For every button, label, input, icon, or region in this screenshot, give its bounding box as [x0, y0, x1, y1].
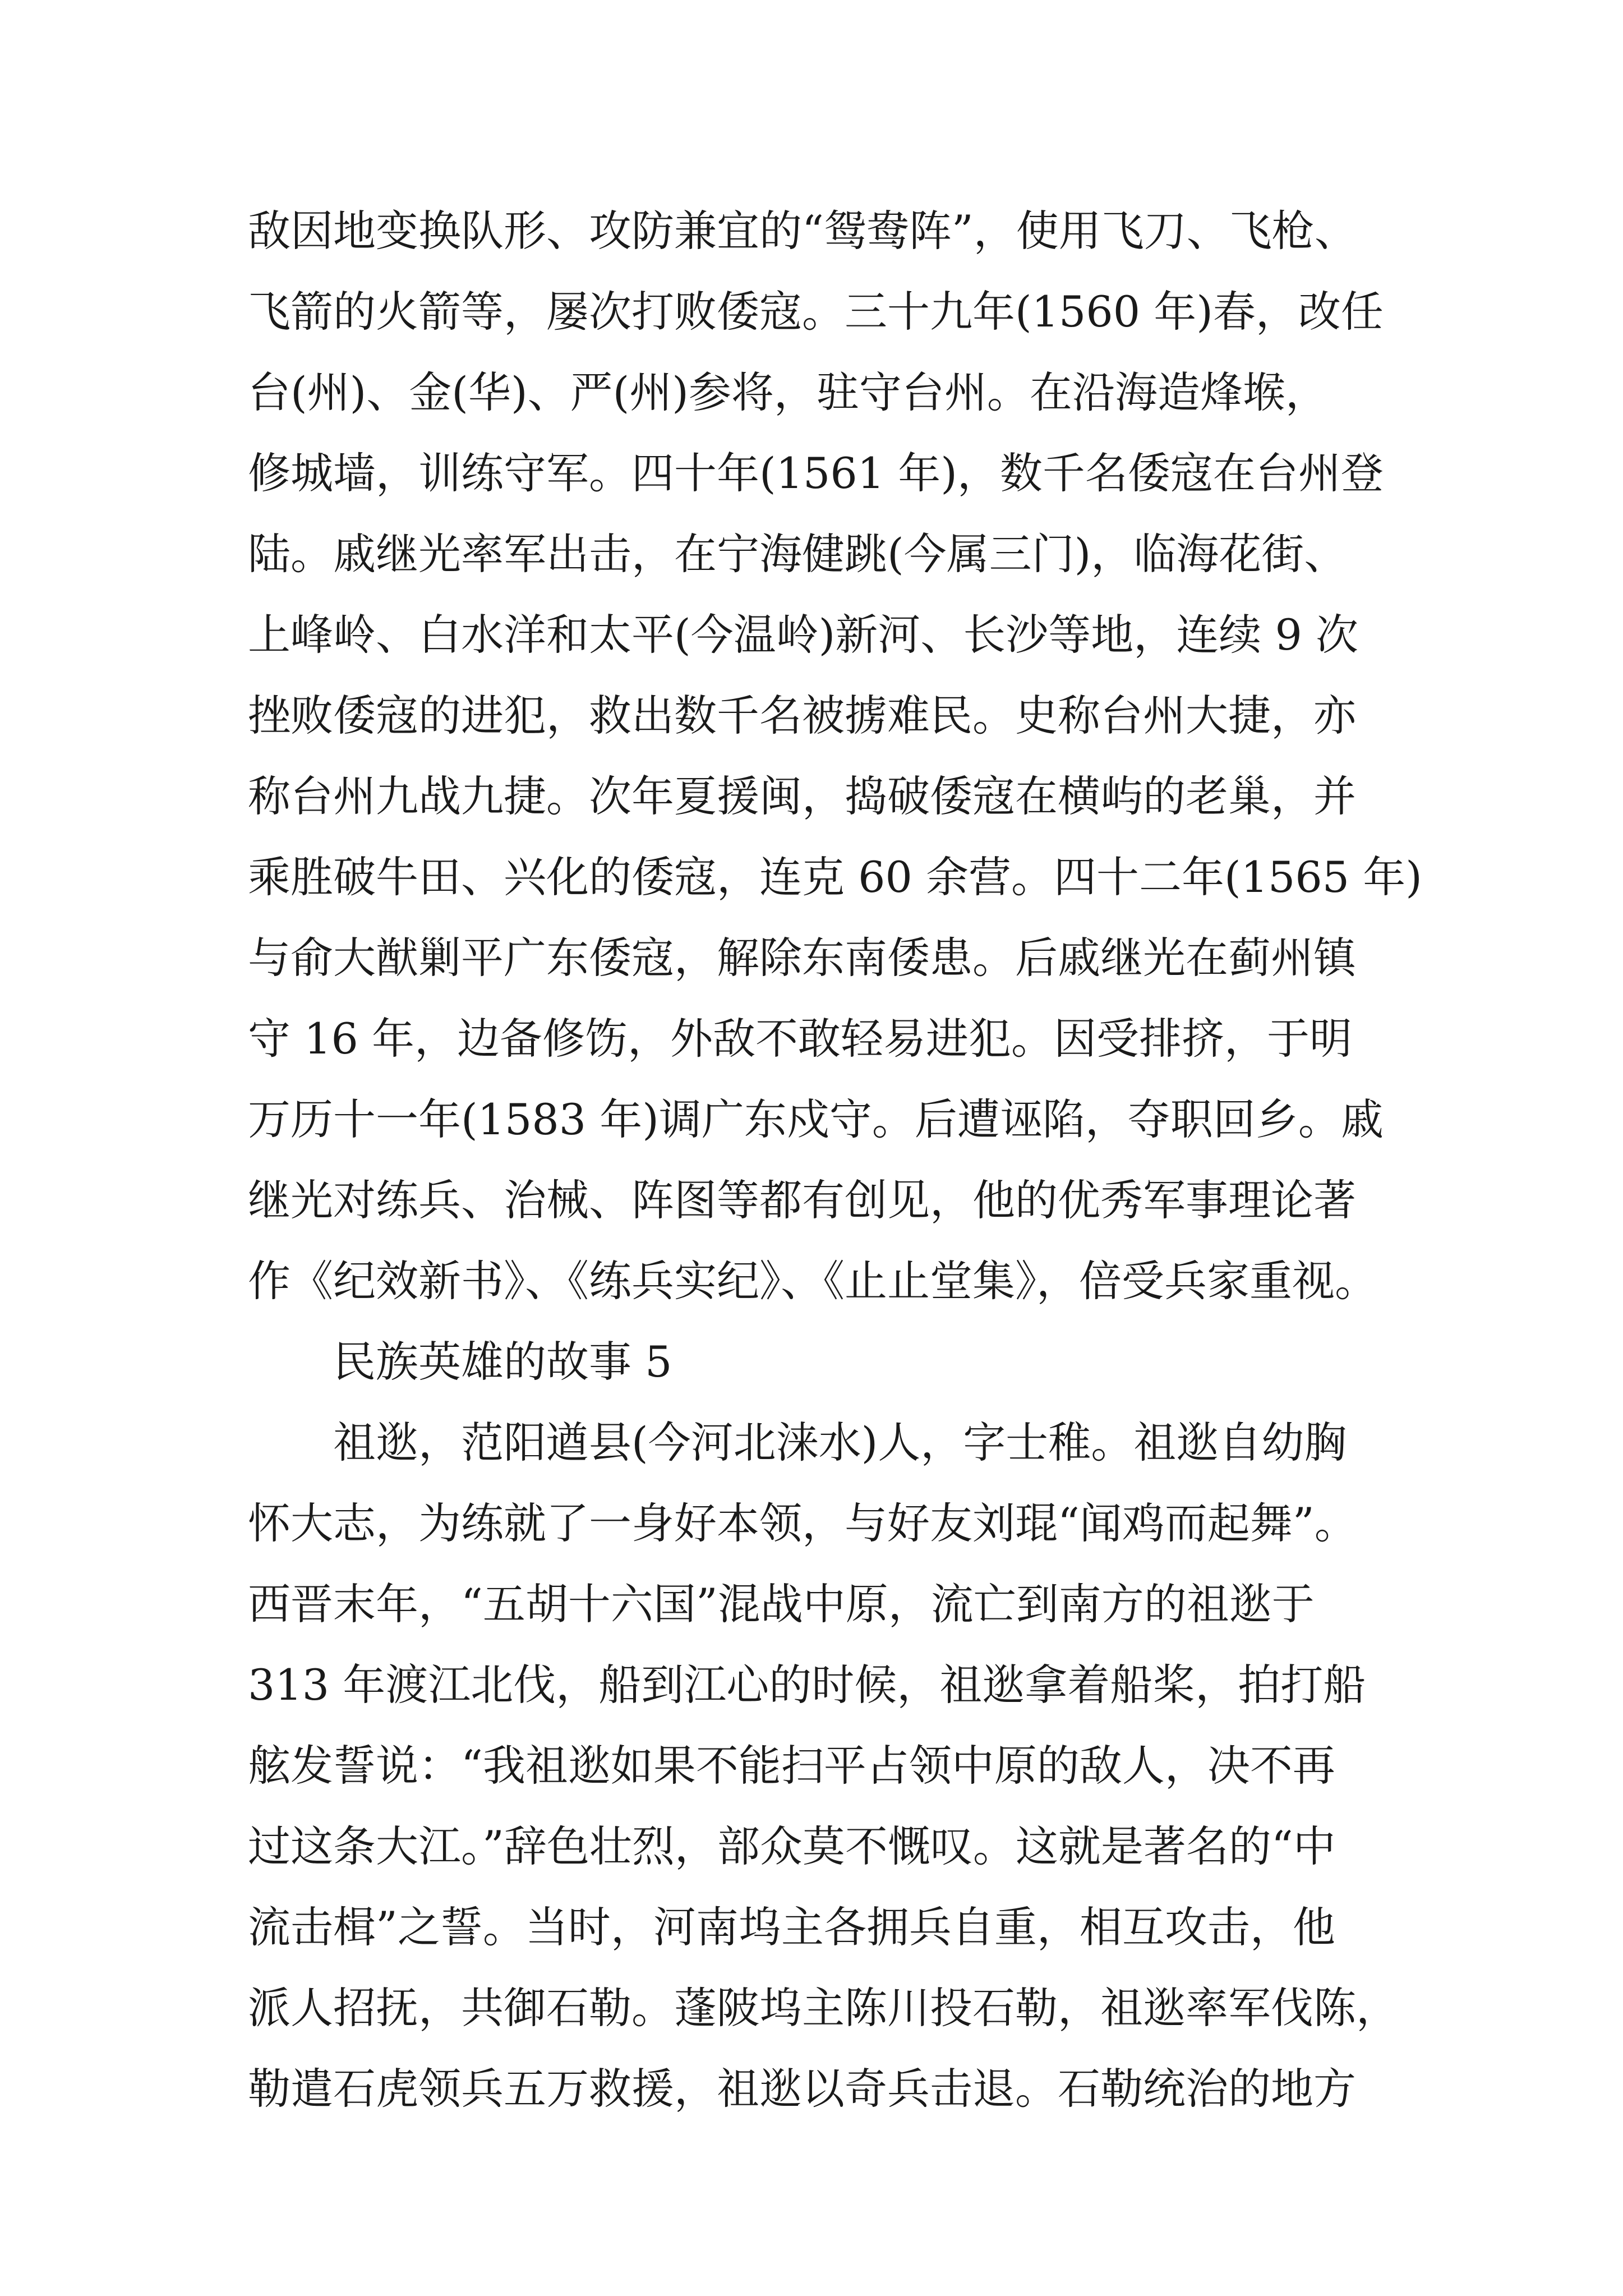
- text-line: 与俞大猷剿平广东倭寇，解除东南倭患。后戚继光在蓟州镇: [248, 933, 1356, 983]
- text-line: 作《纪效新书》、《练兵实纪》、《止止堂集》，倍受兵家重视。: [248, 1256, 1377, 1306]
- text-line: 过这条大江。”辞色壮烈，部众莫不慨叹。这就是著名的“中: [248, 1821, 1336, 1871]
- text-line: 守 16 年，边备修饬，外敌不敢轻易进犯。因受排挤，于明: [248, 1014, 1353, 1064]
- text-line: 上峰岭、白水洋和太平(今温岭)新河、长沙等地，连续 9 次: [248, 610, 1358, 660]
- text-line: 313 年渡江北伐，船到江心的时候，祖逖拿着船桨，拍打船: [248, 1660, 1366, 1710]
- text-line: 敌因地变换队形、攻防兼宜的“鸳鸯阵”，使用飞刀、飞枪、: [248, 206, 1357, 256]
- text-line: 乘胜破牛田、兴化的倭寇，连克 60 余营。四十二年(1565 年): [248, 852, 1422, 902]
- body-text: [248, 191, 1422, 2129]
- text-line: 流击楫”之誓。当时，河南坞主各拥兵自重，相互攻击，他: [248, 1902, 1335, 1952]
- text-line: 舷发誓说：“我祖逖如果不能扫平占领中原的敌人，决不再: [248, 1741, 1335, 1791]
- text-line: 称台州九战九捷。次年夏援闽，捣破倭寇在横屿的老巢，并: [248, 771, 1356, 821]
- text-line: 派人招抚，共御石勒。蓬陂坞主陈川投石勒，祖逖率军伐陈，: [248, 1983, 1399, 2033]
- text-line: 陆。戚继光率军出击，在宁海健跳(今属三门)，临海花街、: [248, 529, 1347, 579]
- text-line: 修城墙，训练守军。四十年(1561 年)，数千名倭寇在台州登: [248, 448, 1384, 498]
- text-line: 怀大志，为练就了一身好本领，与好友刘琨“闻鸡而起舞”。: [248, 1498, 1357, 1548]
- text-line: 勒遣石虎领兵五万救援，祖逖以奇兵击退。石勒统治的地方: [248, 2064, 1356, 2114]
- section-heading: 民族英雄的故事 5: [333, 1337, 672, 1387]
- text-line: 挫败倭寇的进犯，救出数千名被掳难民。史称台州大捷，亦: [248, 691, 1356, 740]
- text-line: 飞箭的火箭等，屡次打败倭寇。三十九年(1560 年)春，改任: [248, 287, 1384, 337]
- text-line: 台(州)、金(华)、严(州)参将，驻守台州。在沿海造烽堠，: [248, 367, 1328, 417]
- text-line: 祖逖，范阳遒县(今河北涞水)人，字士稚。祖逖自幼胸: [333, 1418, 1347, 1467]
- text-line: 继光对练兵、治械、阵图等都有创见，他的优秀军事理论著: [248, 1175, 1356, 1225]
- text-line: 西晋末年，“五胡十六国”混战中原，流亡到南方的祖逖于: [248, 1579, 1315, 1629]
- text-line: 万历十一年(1583 年)调广东戍守。后遭诬陷，夺职回乡。戚: [248, 1094, 1384, 1144]
